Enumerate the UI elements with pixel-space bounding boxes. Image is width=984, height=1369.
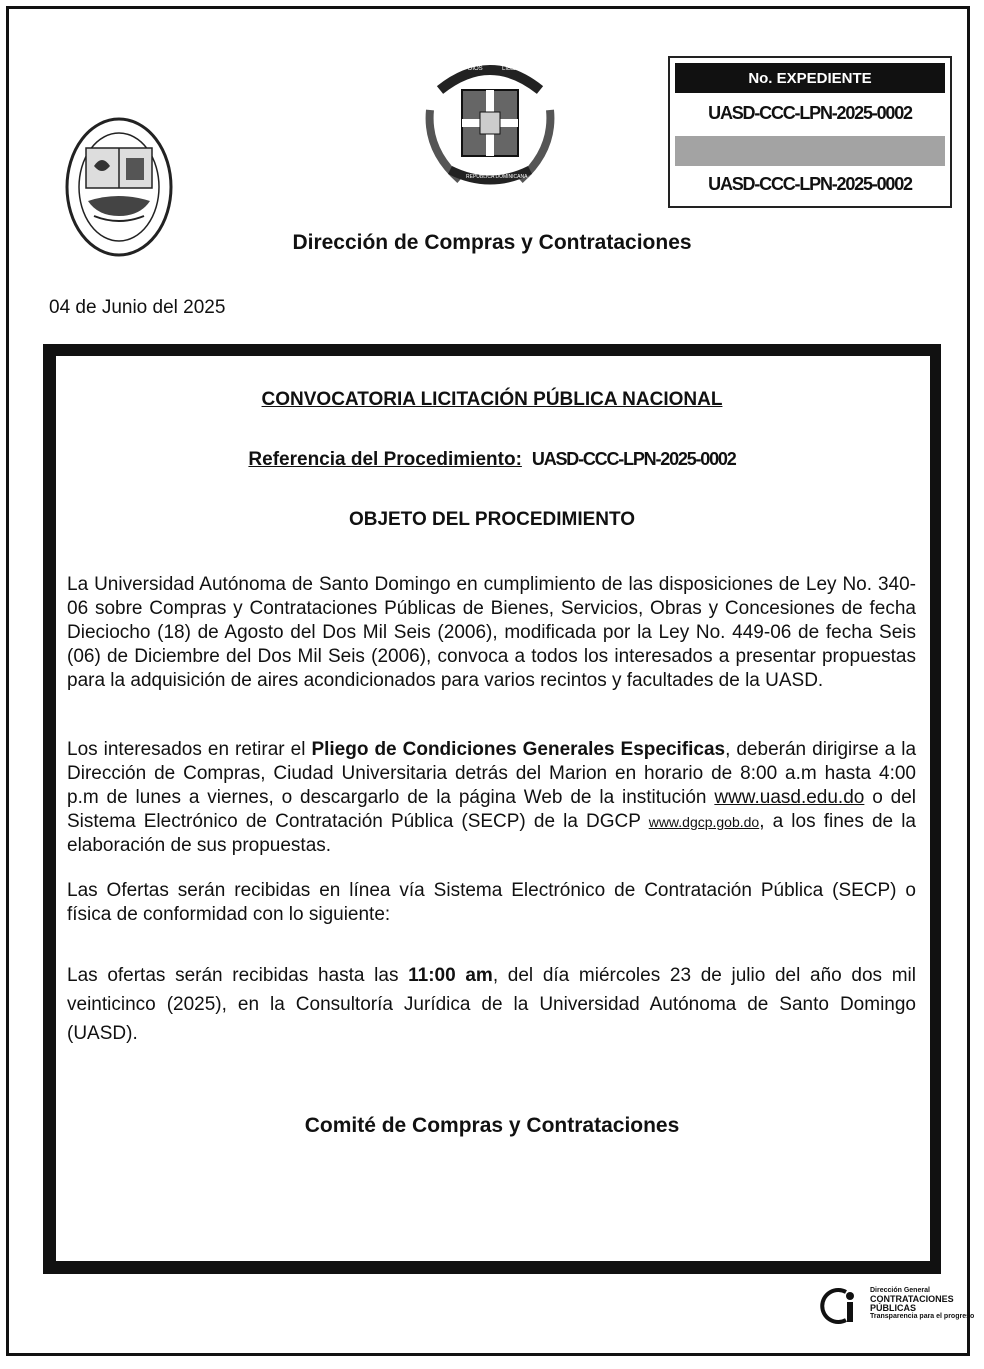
expediente-value-repeat: UASD-CCC-LPN-2025-0002 — [708, 174, 912, 194]
motto-dios: DIOS — [468, 66, 483, 72]
deadline-time: 11:00 am — [408, 965, 493, 986]
paragraph-deadline: Las ofertas serán recibidas hasta las 11:00 am, del día miércoles 23 de julio del año dos mil veinticinco (2025), en la Consultoría Jurídica de la Universidad Autónoma de Santo Domingo (UASD). — [67, 965, 916, 1044]
national-coat-of-arms-logo — [420, 50, 560, 190]
expediente-box — [668, 56, 952, 208]
dgcp-logo-text: Dirección General CONTRATACIONES PÚBLICAS Transparencia para el progreso — [870, 1287, 975, 1320]
motto-libertad: LIBERTAD — [502, 66, 531, 72]
paragraph-pliego: Los interesados en retirar el Pliego de Condiciones Generales Especificas, deberán dirigirse a la Dirección de Compras, Ciudad Universitaria detrás del Marion en horario de 8:00 a.m hasta 4:00 p.m de lunes a viernes, o descargarlo de la página Web de la institución www.uasd.edu.do o del Sistema Electrónico de Contratación Pública (SECP) de la DGCP www.dgcp.gob.do, a los fines de la elaboración de sus propuestas. — [67, 739, 917, 856]
procedure-reference — [0, 449, 984, 471]
document-date: 04 de Junio del 2025 — [49, 297, 226, 318]
expediente-label: No. EXPEDIENTE — [675, 63, 945, 93]
expediente-gray-band — [675, 136, 945, 166]
object-heading: OBJETO DEL PROCEDIMIENTO — [348, 509, 636, 530]
motto-patria: PATRIA — [483, 60, 504, 66]
motto-ribbon: REPÚBLICA DOMINICANA — [466, 174, 528, 180]
committee-signature: Comité de Compras y Contrataciones — [304, 1114, 680, 1137]
reference-label: Referencia del Procedimiento: — [248, 449, 522, 470]
paragraph-offers-channel: Las Ofertas serán recibidas en línea vía Sistema Electrónico de Contratación Pública (SECP) o física de conformidad con lo siguiente: — [67, 880, 916, 925]
pliego-title: Pliego de Condiciones Generales Especificas — [311, 739, 726, 760]
notice-title: CONVOCATORIA LICITACIÓN PÚBLICA NACIONAL — [261, 389, 723, 410]
dgcp-website-link[interactable]: www.dgcp.gob.do — [648, 814, 760, 830]
uasd-website-link[interactable]: www.uasd.edu.do — [714, 787, 865, 808]
expediente-value: UASD-CCC-LPN-2025-0002 — [708, 103, 912, 123]
reference-value: UASD-CCC-LPN-2025-0002 — [531, 449, 736, 469]
paragraph-legal-basis: La Universidad Autónoma de Santo Domingo en cumplimiento de las disposiciones de Ley No. 340-06 sobre Compras y Contrataciones Públicas de Bienes, Servicios, Obras y Concesiones de fecha Dieciocho (18) de Agosto del Dos Mil Seis (2006), modificada por la Ley No. 449-06 de fecha Seis (06) de Diciembre del Dos Mil Seis (2006), convoca a todos los interesados a presentar propuestas para la adquisición de aires acondicionados para varios recintos y facultades de la UASD. — [67, 574, 916, 691]
department-title: Dirección de Compras y Contrataciones — [292, 231, 692, 254]
